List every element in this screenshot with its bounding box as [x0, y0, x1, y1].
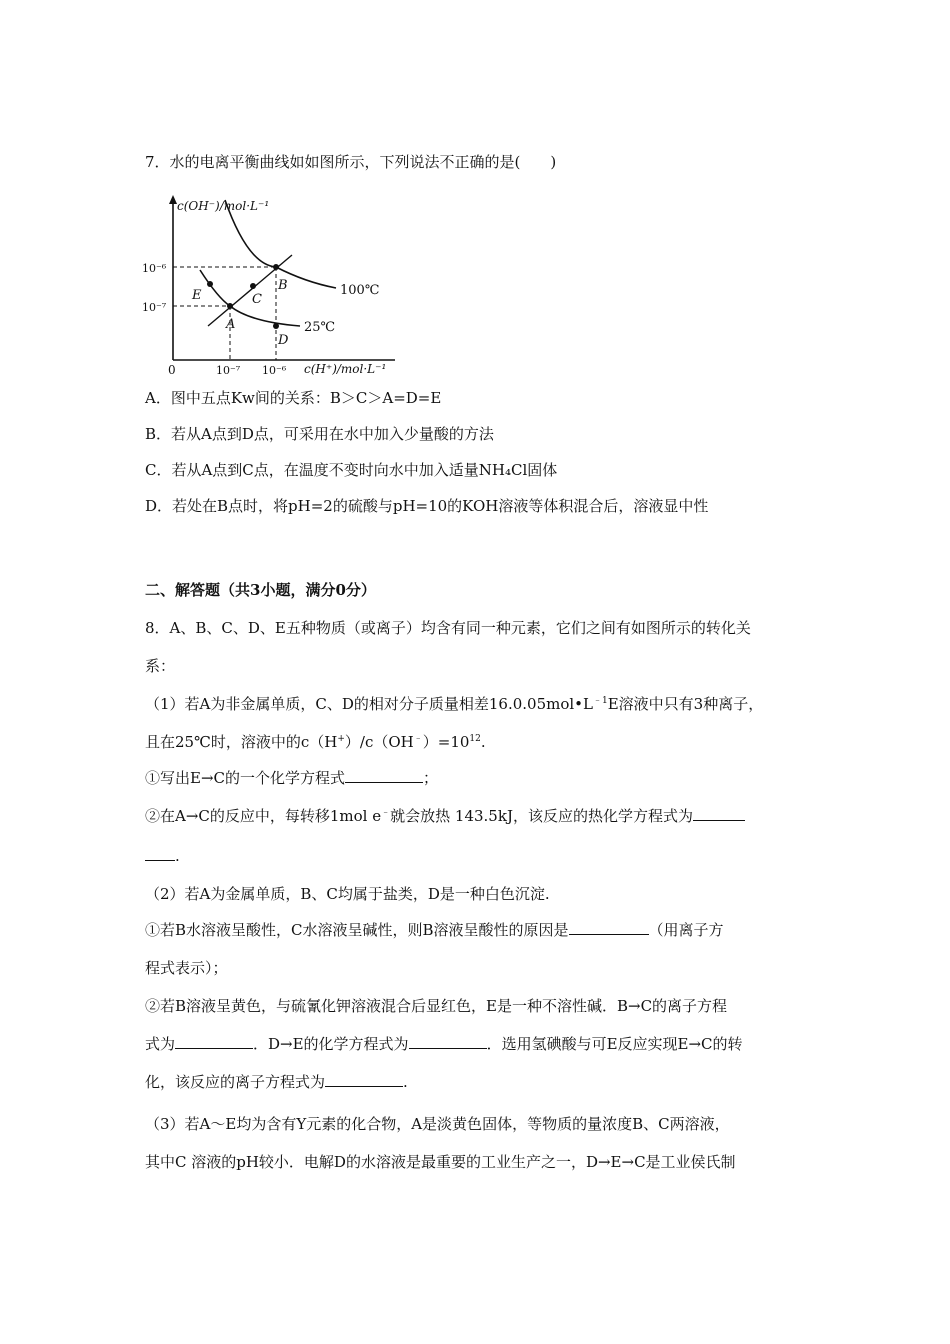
q8-part2-intro: （2）若A为金属单质，B、C均属于盐类，D是一种白色沉淀. [145, 885, 550, 903]
q8-part1-q2-cont: . [145, 846, 180, 866]
q8-part1-line2: 且在25℃时，溶液中的$c(H^+)/c(OH^﹣)=10^{12}$. [145, 733, 486, 751]
label-a: A [226, 317, 236, 332]
label-25c: 25℃ [304, 320, 336, 335]
question-7-stem: 7．水的电离平衡曲线如如图所示，下列说法不正确的是( ) [145, 153, 557, 171]
x-tick-1e-6: 10⁻⁶ [262, 364, 287, 377]
q8-part2-q2-line3: 化，该反应的离子方程式为 . [145, 1073, 408, 1091]
q8-part3-line2: 其中C 溶液的pH较小．电解D的水溶液是最重要的工业生产之一，D→E→C是工业侯氏制 [145, 1153, 736, 1171]
q8-part2-q2-line1: ②若B溶液呈黄色，与硫氰化钾溶液混合后显红色，E是一种不溶性碱．B→C的离子方程 [145, 997, 728, 1015]
q8-part1-q1: ①写出E→C的一个化学方程式 ； [145, 769, 439, 787]
answer-blank[interactable] [693, 806, 745, 821]
origin-label: 0 [168, 363, 176, 377]
curve-100c [225, 200, 336, 288]
option-d: D．若处在B点时，将pH=2的硫酸与pH=10的KOH溶液等体积混合后，溶液显中性 [145, 497, 709, 515]
water-ionization-graph [140, 190, 400, 380]
label-100c: 100℃ [340, 283, 380, 298]
option-a: A．图中五点Kw间的关系：B＞C＞A=D=E [145, 389, 442, 407]
point-d [273, 323, 279, 329]
answer-blank[interactable] [345, 768, 423, 783]
label-c: C [252, 292, 262, 307]
answer-blank[interactable] [569, 920, 649, 935]
q8-part2-q1-cont: 程式表示）； [145, 959, 228, 977]
option-c: C．若从A点到C点，在温度不变时向水中加入适量NH₄Cl固体 [145, 461, 558, 479]
answer-blank[interactable] [409, 1034, 487, 1049]
x-axis-label: c(H⁺)/mol·L⁻¹ [304, 362, 387, 376]
label-e: E [192, 288, 202, 303]
point-c [250, 283, 256, 289]
y-tick-1e-6: 10⁻⁶ [142, 262, 167, 275]
section-heading: 二、解答题（共3小题，满分0分） [145, 581, 376, 599]
q8-part2-q1: ①若B水溶液呈酸性，C水溶液呈碱性，则B溶液呈酸性的原因是 （用离子方 [145, 921, 724, 939]
q8-part3-line1: （3）若A～E均为含有Y元素的化合物，A是淡黄色固体，等物质的量浓度B、C两溶液， [145, 1115, 730, 1133]
x-tick-1e-7: 10⁻⁷ [216, 364, 241, 377]
q8-part2-q2-line2: 式为 ．D→E的化学方程式为 ．选用氢碘酸与可E反应实现E→C的转 [145, 1035, 743, 1053]
y-tick-1e-7: 10⁻⁷ [142, 301, 167, 314]
option-b: B．若从A点到D点，可采用在水中加入少量酸的方法 [145, 425, 494, 443]
point-b [273, 264, 279, 270]
q8-part1-line1: （1）若A为非金属单质，C、D的相对分子质量相差$16.0.05mol•L^{﹣1}E$溶液中只有3种离子， [145, 695, 764, 713]
point-a [227, 303, 233, 309]
q8-line-2: 系： [145, 657, 176, 675]
label-b: B [278, 278, 288, 293]
q8-line-1: 8．A、B、C、D、E五种物质（或离子）均含有同一种元素，它们之间有如图所示的转化关 [145, 619, 751, 637]
answer-blank[interactable] [175, 1034, 253, 1049]
point-e [207, 281, 213, 287]
answer-blank[interactable] [325, 1072, 403, 1087]
answer-blank[interactable] [145, 846, 175, 861]
label-d: D [278, 333, 289, 348]
y-axis-arrow [169, 195, 177, 204]
y-axis-label: c(OH⁻)/mol·L⁻¹ [177, 199, 270, 213]
q8-part1-q2: ②在A→C的反应中，每转移1mol e﹣就会放热 143.5kJ，该反应的热化学方程式为 [145, 806, 745, 826]
